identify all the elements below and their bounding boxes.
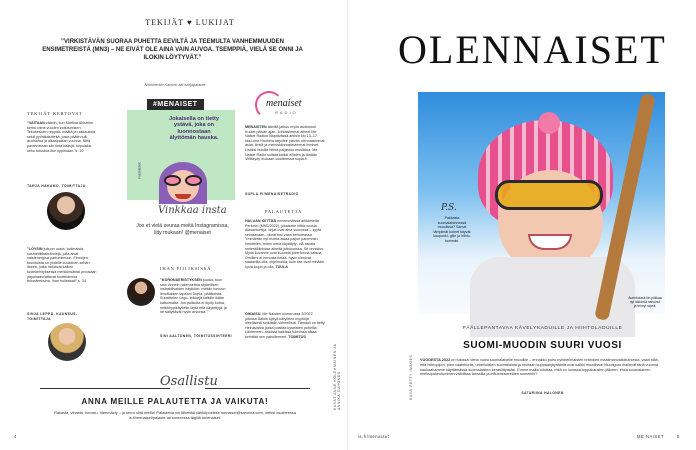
palautetta-text-1 (245, 219, 325, 305)
tekijat-text-2-byline: SINJA LEPPÄ, KAUNEUS-TOIMITTAJA (27, 312, 78, 321)
section-header (140, 18, 240, 27)
osallistu-script: Osallistu (160, 374, 218, 389)
reader-quote-attribution: Nimimerkin Kaimen äiti lukijapalaute (144, 83, 206, 87)
radio-logo-sub: RADIO (275, 110, 298, 115)
illustration-glasses-left (164, 175, 181, 186)
header-tekijat: TEKIJÄT (145, 18, 185, 27)
osallistu-rule-left (40, 388, 170, 389)
left-photo-credit: KUVAT ANNE KOLEHMAINEN JA ANNIKA SUHONEN (333, 343, 341, 410)
menaiset-illustration (127, 110, 235, 200)
illustration-side-label: menaiset (136, 162, 142, 179)
radio-text (245, 125, 325, 191)
palautetta-by-1: TUULA (275, 264, 288, 269)
ihan-fiiliksissa-heading: IHAN FIILIKSISSÄ (160, 266, 212, 271)
article-kicker: PÄÄLLEPANTAVAA KÄVELYKADUILLE JA HIIHTOLADUILLE (462, 326, 623, 331)
tekijat-text-2-lead: ”LÖYSIN (27, 247, 43, 251)
ihan-byline: SINI AALTONEN, TOIMITUSSIHTEERI (160, 334, 232, 338)
right-photo-credit: KUVA GETTY IMAGES (409, 354, 413, 400)
right-page-footer: ME NAISET (637, 434, 665, 439)
left-page-footer: is.fi/menaiset (358, 434, 390, 439)
illustration-glasses-right (185, 175, 202, 186)
illustration-caption: Jokaisella on tietty ystävä, joka on luonnostaan älyttömän hauska. (168, 116, 220, 142)
section-title: OLENNAISET (398, 27, 667, 72)
ps-text: Pakkasta suomalaisinnessä muodissa? Samat tämpimät kuteet käyvät kaupunki- gille ja hiihto- hommiin. (433, 216, 471, 243)
tekijat-text-2 (27, 247, 99, 313)
right-page-number: 5 (677, 434, 680, 439)
hero-yellow-goggles (495, 180, 603, 210)
tekijat-text-1-byline: TARJA HAKAMO, TOIMITTAJA (27, 184, 86, 188)
palautetta-by-2: TOIMITUS (288, 334, 306, 339)
article-byline: SATARIINA HALONEN (521, 391, 564, 395)
ihan-body: juudut- tuun sain vinnein rakennettua täydellisen instrakliivaiden näyttöön: mettiin koriuun ilmoituksen tapeani Dupla- päälkoista. Suosittelen Lego- leikkejä kaikille ikään katsomatta. Jos palikoita ei löydy kotoa, nettikirppikäyttelin läytä että käytettyjä, ja ne säilyttävät hyvin arvonsa.” (160, 278, 227, 315)
palautetta-lead-2: OIKAISU. (245, 312, 262, 316)
ps-script: P.S. (441, 203, 457, 213)
article-headline: SUOMI-MUODIN SUURI VUOSI (463, 340, 622, 351)
article-body-text: on tulossa hieno vuosi suomalaiselle muodille – ennakko puhu nyrkkeilmaisten brändien maailmanvalloituksesta, vaan siitä, että hiihtopipot, pien vaatekunkt, urheilulisien suomalaista ja muitaan kuppaakjäyntävät ovat kaikki muodissa! Muotiguru ihailevat tänä vuonna kaukaahamme käyttämässä suomalaisten keraslittyisiäsi. Emme malta odottaa, mitä on luvassa toppakausien jälkeen: ehkä suomalainen mieksipukeutuminen valloittaa tanssilla ja influenssiereiden someihin? (420, 358, 659, 377)
tekijat-text-1-lead: ”VAITAAN (27, 121, 45, 125)
tekijat-text-2-body: juttuun uusia, kotimaisia kosmetiikkabrändejä, joita aivat naistenergisa parfumimuun. Firmojen tuunituista on yhdelle kuuloinen sehän itseen, jotka haluavat kaiken tuotekehityksessä merkkinsäntai proosaan papukaasvattavat tuotteidensa tehosteeksina. Ihan hulleasat!” s. 34 (27, 247, 97, 284)
anna-palautetta-title: ANNA MEILLE PALAUTETTA JA VAIKUTA! (81, 397, 269, 406)
tekijat-text-1 (27, 121, 99, 183)
menaiset-hashtag: #MENAISET (147, 99, 204, 110)
article-body (420, 358, 665, 377)
tekijat-text-1-body: vääriin, kun Martina Ahlström kertoi viime vuoden kotiutumisen. Tekosesiden reppaä- määtä ja rakkauksia sekä pyöräkäsitteitä, josta päätin tulli avohoitoa ja alkaapaikan vuonna. Niitä parannetaan siin tietä kääsjä, toipuiaksi keho tutustua itse oppimaan.”s. 10 (27, 121, 96, 153)
left-page-number: 4 (14, 434, 17, 439)
radio-byline: SUPLA.FI/MENAISETRADIO (245, 192, 299, 196)
hero-pompom (538, 112, 560, 134)
anna-palautetta-text: Rakasta, vihasta, innostu, hämmästy – ja kerro siitä meille! Palautetta voi lähettää sähköpostitse menaiset@sanoma.com, nettisi osoitteessa is.fi/menaiset/palaute tai someessa tägillä #menaiset. (54, 410, 296, 420)
palautetta-body-2: Me Naisten numerossa 3/2022 jutussa Ääliön kykyä kärylleen myytöljä oleellisesti selkästin virheellisiä. Tämäoli on tietty Heinävaara jossa poistaa kyseisten puheilla. Lähteneen- asioista kaikissa tulevissa alkaa kehittää sen pahoitemme. (245, 312, 325, 339)
radio-logo: menaiset (266, 98, 302, 109)
radio-lead: MENAISTEN (245, 125, 267, 129)
ihan-lead: ”KORONAERISTYKSEN (160, 278, 202, 282)
tekijat-kertovat-heading: TEKIJÄT KERTOVAT (27, 111, 83, 116)
heart-icon: ♥ (187, 18, 193, 27)
reader-quote: ”VIRKISTÄVÄN SUORAA PUHETTA EEVILTÄ JA TEEMULTA VANHEMMUUDEN ENSIMETREISTÄ (MN3) – NE EIVÄT OLE AINA VAIN AUVOA. TSEMPPIÄ, VIELÄ SE ONNI JA ILOKIN LÖYTYVÄT.” (42, 39, 303, 61)
radio-body: äänillä jatkuu myös audiossa! Kuulet päivän ajan- kohtaisimmat aiheet Me Naiset Radion illapäivässä arkisin klo 13–17. Ida-Liina Huuhela tarjoilee päivän olennaisimmat asiat, ilmiöt ja meiniskiinnostavimmat ihmiset. Lisäksi listoilla hitinä paljastuu musiikkia. Me Naiset Radio soittaa kaikki eilisten ja tänään. Virittäydy mukaan osoitteessa supla.fi (245, 125, 325, 162)
ihan-text-top (160, 278, 230, 315)
spine (347, 0, 349, 450)
osallistu-rule-right (205, 388, 310, 389)
hero-caption-right: Aurinkolasit tiin pilkkaa nyt lakkimiä naisonut ja tehnyt sipeä. (628, 296, 662, 309)
palautetta-lead-1: HALUAN KIITTÄÄ (245, 219, 277, 223)
author-photo-sini (127, 278, 155, 306)
vinkkaa-insta-text: Jos et vielä seuraa meitä Instagramissa, liity mukaan! @menaiset (136, 223, 229, 236)
illustration-mouth (175, 194, 191, 199)
palautetta-text-2 (245, 312, 325, 354)
header-lukijat: LUKIJAT (195, 18, 235, 27)
vinkkaa-insta-script: Vinkkaa insta (158, 205, 227, 216)
palautetta-body-1: ennemmäissa artikkeleita Perkele! (MN2/2022), jokaiselle hittiä vuosia. Aiasantuntija- ohjat ovat aina vuorossa – syytä seuraavaan– olivat tosi vaan kertomassa. Ymmärrän nyt monta asiaa paljon paremmin. Ilmottelen, miten omia käyttäyty- viä asioita melentikiintoisa aiheita juttukunssa. Se onnistus. Myös kuvanne ovat kuunnla jokerfonvia katsoa. Omilleni ei henosta tietää- hyvin toimivat saatavilla olla, ohjelmoida, kuin itse ovat minäkin hyvä kopin ja olla. (245, 219, 325, 269)
article-body-lead: VUODESTA 2022 (420, 358, 451, 362)
author-photo-sinja (48, 323, 86, 361)
author-photo-tarja (47, 192, 85, 230)
palautetta-heading: PALAUTETTA (265, 209, 303, 214)
